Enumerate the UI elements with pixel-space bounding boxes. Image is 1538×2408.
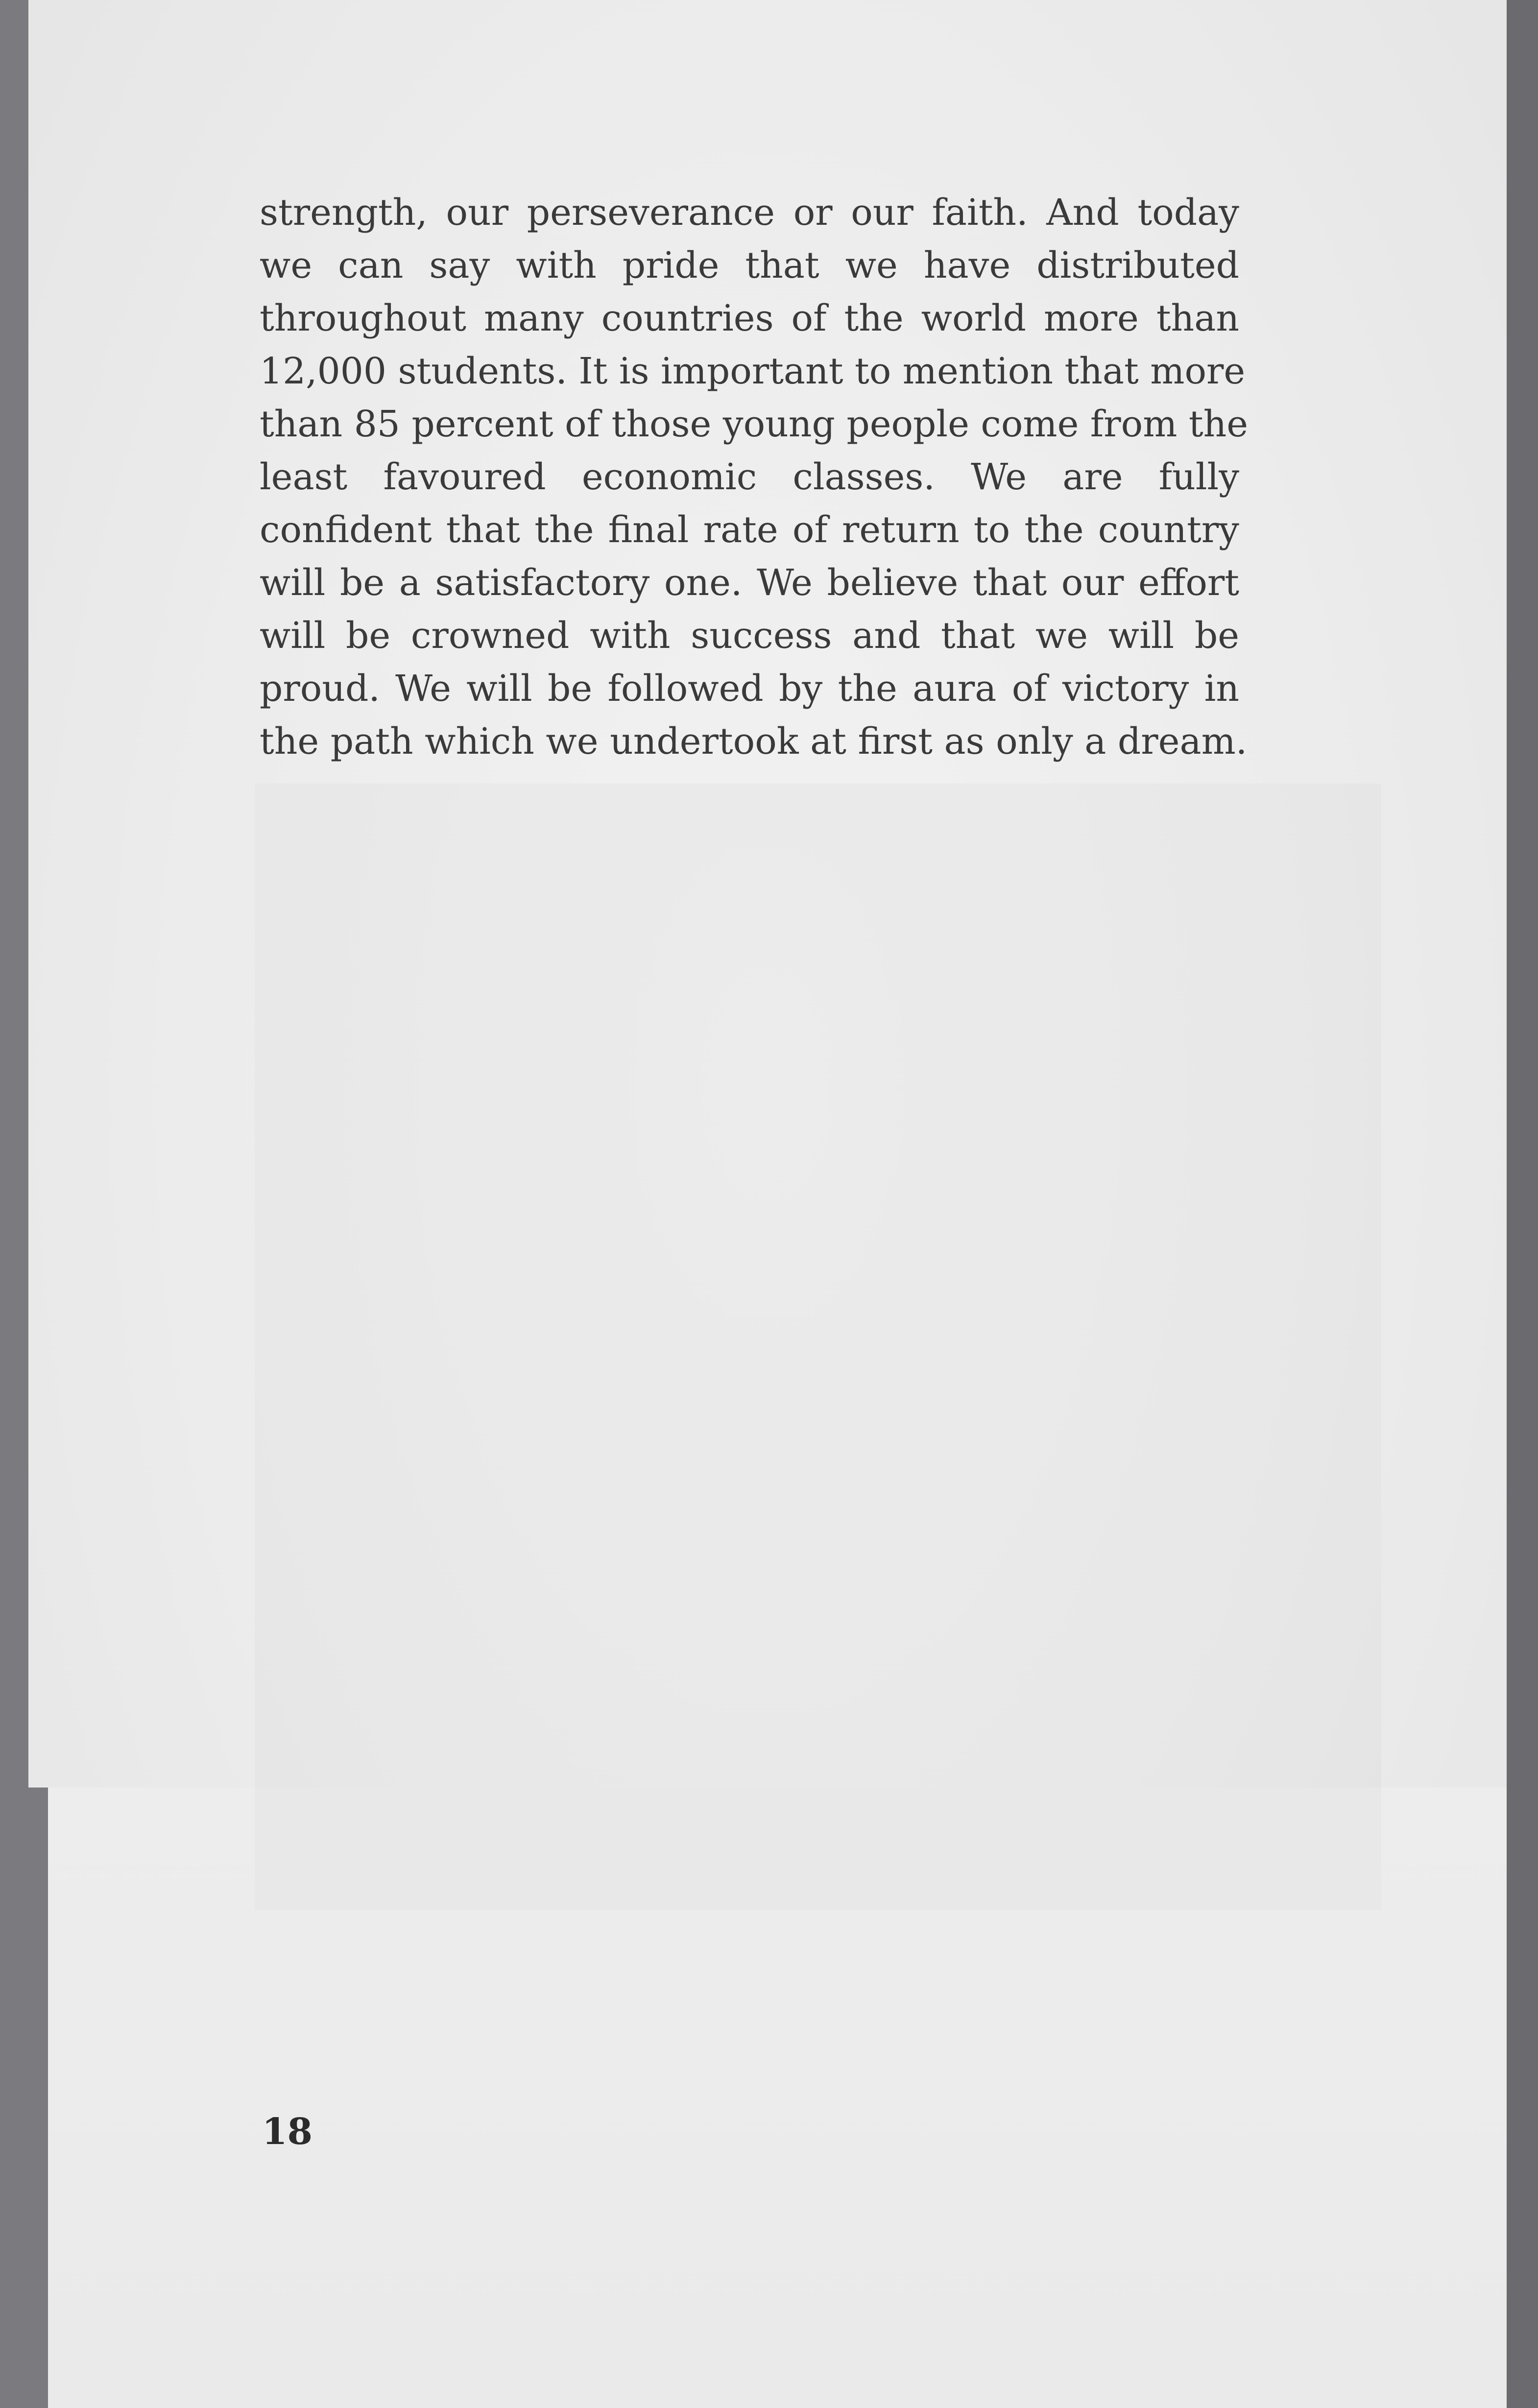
- text-line: confident that the final rate of return to the country: [260, 509, 1239, 551]
- text-line: than 85 percent of those young people come from the: [260, 403, 1249, 445]
- text-line: the path which we undertook at first as only a dream.: [260, 720, 1248, 763]
- text-line: proud. We will be followed by the aura of victory in: [260, 668, 1239, 710]
- page-number: 18: [262, 2111, 312, 2153]
- text-line: we can say with pride that we have distributed: [260, 244, 1239, 286]
- text-line: 12,000 students. It is important to mention that more: [260, 350, 1246, 392]
- text-line: strength, our perseverance or our faith. And today: [260, 191, 1239, 234]
- show-through-shadow: [255, 784, 1381, 1910]
- text-line: throughout many countries of the world more than: [260, 297, 1239, 339]
- body-paragraph: [260, 186, 1249, 768]
- text-line: least favoured economic classes. We are fully: [260, 456, 1239, 498]
- text-line: will be a satisfactory one. We believe that our effort: [260, 562, 1239, 604]
- scan-background-right: [1504, 0, 1538, 2408]
- scan-background-left: [0, 0, 29, 2408]
- text-line: will be crowned with success and that we will be: [260, 615, 1239, 657]
- scan-background-lower-left: [28, 1788, 48, 2408]
